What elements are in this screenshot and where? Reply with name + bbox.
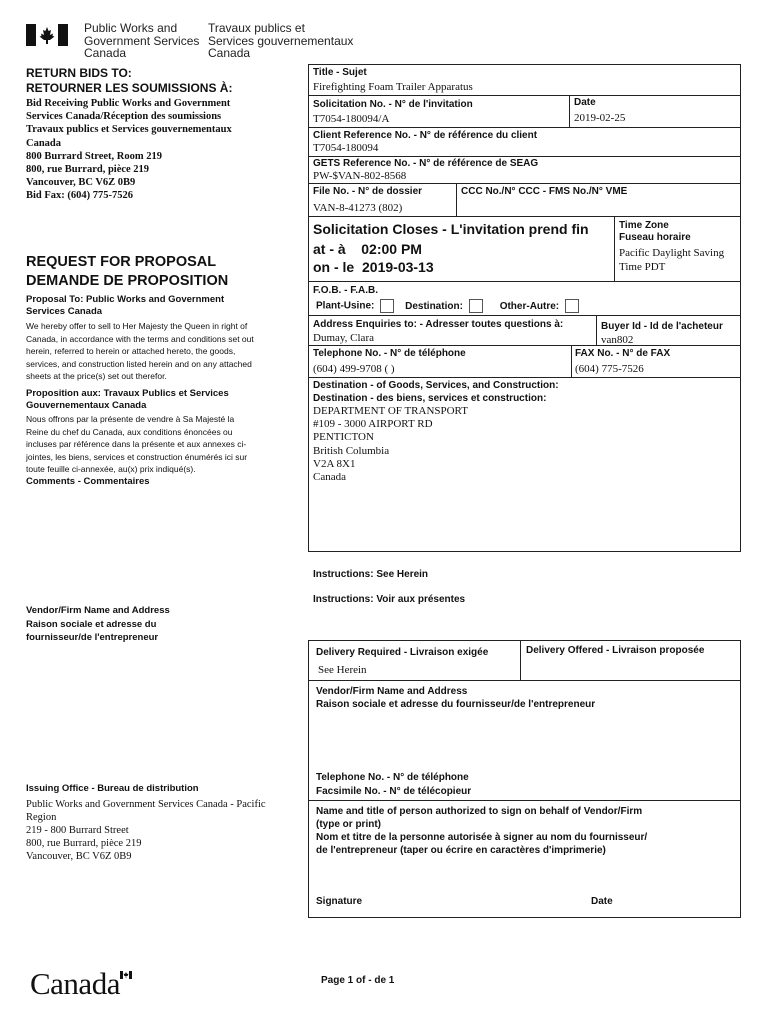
vendor-name-label: Vendor/Firm Name and Address Raison sociale et adresse du fournisseur/de l'entrepreneur (316, 686, 596, 710)
destination-label: Destination - of Goods, Services, and Construction: Destination - des biens, services et construction: (313, 380, 559, 404)
fax-label: FAX No. - N° de FAX (575, 348, 671, 359)
gets-reference-value: PW-$VAN-802-8568 (313, 170, 407, 182)
fob-options: Plant-Usine: Destination: Other-Autre: (316, 299, 579, 313)
title-label: Title - Sujet (313, 67, 367, 78)
time-zone-label: Time Zone Fuseau horaire (619, 220, 691, 243)
instructions-en: Instructions: See Herein (313, 569, 429, 580)
page-number: Page 1 of - de 1 (321, 975, 395, 986)
fob-label: F.O.B. - F.A.B. (313, 285, 378, 296)
telephone-value: (604) 499-9708 ( ) (313, 363, 395, 375)
date-value: 2019-02-25 (574, 112, 626, 124)
solicitation-label: Solicitation No. - N° de l'invitation (313, 99, 473, 110)
ccc-label: CCC No./N° CCC - FMS No./N° VME (461, 186, 628, 197)
address-enquiries-label: Address Enquiries to: - Adresser toutes questions à: (313, 319, 564, 330)
department-name-en: Public Works and Government Services Canada (84, 21, 200, 60)
solicitation-closes-title: Solicitation Closes - L'invitation prend fin (313, 221, 589, 237)
authorized-person-field[interactable] (316, 862, 736, 890)
other-checkbox[interactable] (565, 299, 579, 313)
delivery-offered-label: Delivery Offered - Livraison proposée (526, 645, 705, 656)
return-bids-address: Bid Receiving Public Works and Government Services Canada/Réception des soumissions Travaux publics et Services gouvernementaux Canada 800 Burrard Street, Room 219 800, rue Burrard, pièce 219 Vancouver, BC V6Z 0B9 Bid Fax: (604) 775-7526 (26, 98, 232, 202)
title-value: Firefighting Foam Trailer Apparatus (313, 81, 473, 93)
proposition-label: Proposition aux: Travaux Publics et Services Gouvernementaux Canada (26, 388, 229, 411)
vendor-name-field[interactable] (316, 714, 736, 766)
issuing-office-label: Issuing Office - Bureau de distribution (26, 783, 199, 794)
gets-reference-label: GETS Reference No. - N° de référence de SEAG (313, 158, 539, 169)
address-enquiries-value: Dumay, Clara (313, 332, 374, 344)
comments-label: Comments - Commentaires (26, 476, 150, 487)
buyer-id-value: van802 (601, 334, 634, 346)
client-reference-value: T7054-180094 (313, 142, 379, 154)
proposal-to-text: We hereby offer to sell to Her Majesty the Queen in right of Canada, in accordance with the terms and conditions set out herein, referred to herein or attached hereto, the goods, services, and construction listed herein and on any attached sheets at the price(s) set out therefor. (26, 321, 254, 381)
return-bids-title: RETURN BIDS TO: RETOURNER LES SOUMISSIONS À: (26, 66, 233, 95)
solicitation-value: T7054-180094/A (313, 113, 390, 125)
signature-label: Signature (316, 896, 363, 907)
closing-date: on - le 2019-03-13 (313, 259, 434, 275)
buyer-id-label: Buyer Id - Id de l'acheteur (601, 321, 723, 332)
canada-wordmark: Canada (30, 966, 120, 1001)
plant-checkbox[interactable] (380, 299, 394, 313)
delivery-required-label: Delivery Required - Livraison exigée (316, 647, 489, 658)
time-zone-value: Pacific Daylight Saving Time PDT (619, 247, 725, 273)
date-label: Date (574, 97, 596, 108)
vendor-left-label: Vendor/Firm Name and Address Raison sociale et adresse du fournisseur/de l'entrepreneur (26, 605, 170, 643)
department-name-fr: Travaux publics et Services gouvernementaux Canada (208, 21, 354, 60)
proposition-text: Nous offrons par la présente de vendre à Sa Majesté la Reine du chef du Canada, aux conditions énoncées ou incluses par référence dans la présente et aux annexes ci-jointes, les biens, services et construction énumérés ici sur toute feuille ci-annexée, au(x) prix indiqué(s). (26, 414, 248, 474)
client-reference-label: Client Reference No. - N° de référence du client (313, 130, 538, 141)
destination-checkbox[interactable] (469, 299, 483, 313)
delivery-required-value: See Herein (318, 664, 367, 676)
fax-value: (604) 775-7526 (575, 363, 644, 375)
closing-time: at - à 02:00 PM (313, 241, 422, 257)
vendor-facsimile-label: Facsimile No. - N° de télécopieur (316, 786, 472, 797)
issuing-office-address: Public Works and Government Services Canada - Pacific Region 219 - 800 Burrard Street 800, rue Burrard, pièce 219 Vancouver, BC V6Z 0B9 (26, 799, 266, 862)
canada-wordmark-flag-icon (120, 966, 132, 974)
telephone-label: Telephone No. - N° de téléphone (313, 348, 466, 359)
canada-flag-icon (26, 24, 68, 46)
authorized-person-label: Name and title of person authorized to sign on behalf of Vendor/Firm (type or print) Nom et titre de la personne autorisée à signer au nom du fournisseur/ de l'entrepreneur (taper ou écrire en caractères d'imprimerie) (316, 806, 648, 856)
file-number-value: VAN-8-41273 (802) (313, 202, 403, 214)
signature-date-label: Date (591, 896, 613, 907)
file-number-label: File No. - N° de dossier (313, 186, 423, 197)
vendor-telephone-label: Telephone No. - N° de téléphone (316, 772, 469, 783)
instructions-fr: Instructions: Voir aux présentes (313, 594, 466, 605)
proposal-to-label: Proposal To: Public Works and Government Services Canada (26, 294, 225, 317)
rfp-title: REQUEST FOR PROPOSAL DEMANDE DE PROPOSITION (26, 254, 229, 289)
destination-address: DEPARTMENT OF TRANSPORT #109 - 3000 AIRPORT RD PENTICTON British Columbia V2A 8X1 Canada (313, 405, 468, 484)
